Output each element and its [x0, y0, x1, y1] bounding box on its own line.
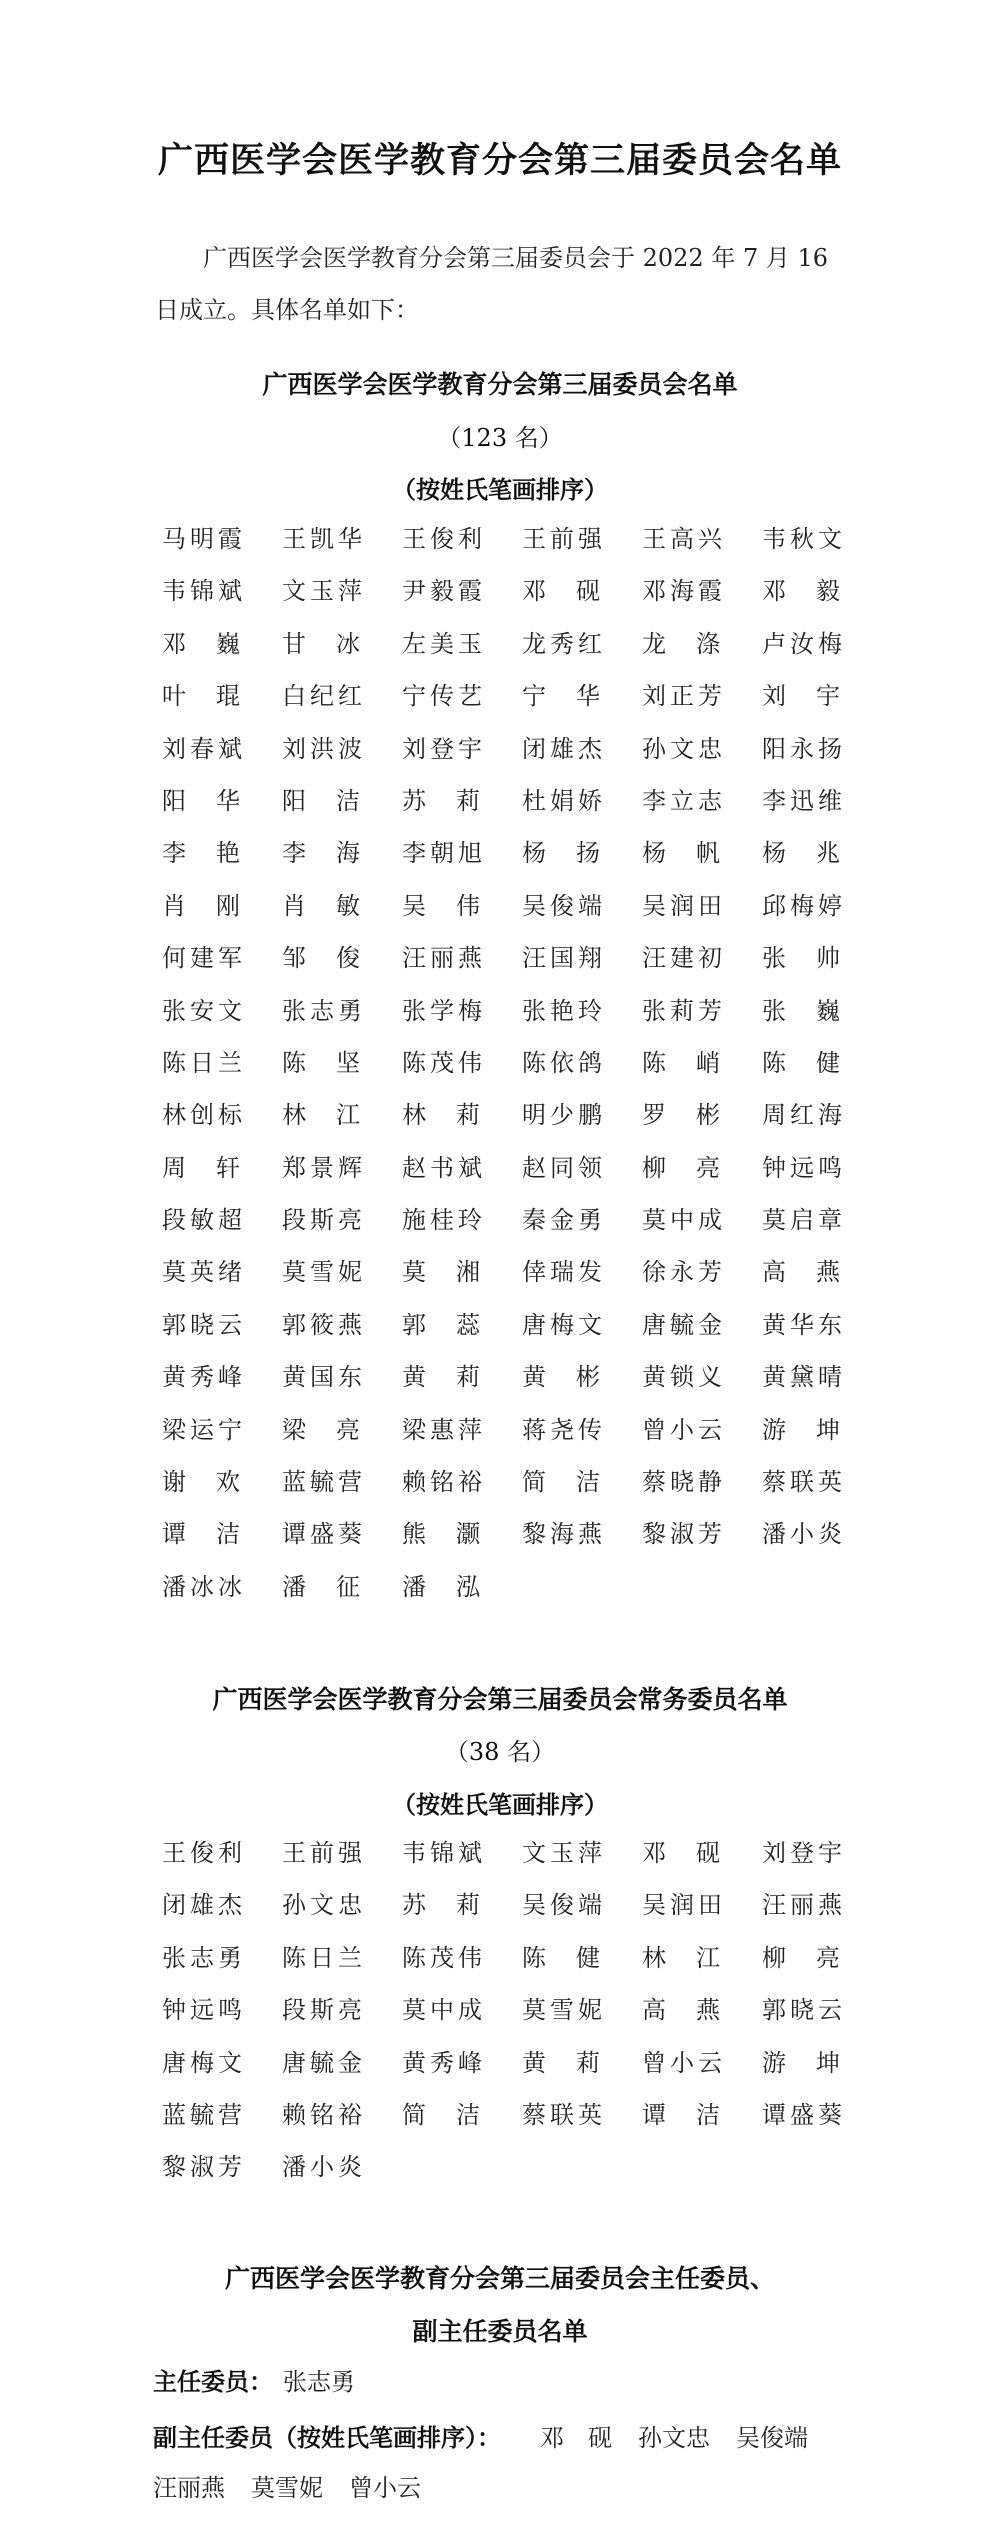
member-name: 蓝毓营	[282, 1468, 366, 1497]
member-name: 赵书斌	[402, 1153, 486, 1182]
member-name: 陈依鸽	[522, 1048, 606, 1077]
member-name: 段斯亮	[282, 1996, 366, 2025]
member-name: 赖铭裕	[282, 2100, 366, 2129]
vice-chair-names-line-2	[153, 2468, 447, 2503]
member-name: 左美玉	[402, 629, 486, 658]
member-name: 闭雄杰	[522, 734, 606, 763]
vice-chair-name: 莫雪妮	[251, 2474, 323, 2502]
member-name: 陈 健	[762, 1048, 840, 1077]
member-name: 黄黛晴	[762, 1363, 846, 1392]
member-name: 赖铭裕	[402, 1468, 486, 1497]
vice-chair-name: 汪丽燕	[153, 2474, 225, 2502]
standing-committee-order-note: （按姓氏笔画排序）	[392, 1791, 608, 1819]
member-name: 林 江	[282, 1101, 360, 1130]
member-name: 莫雪妮	[522, 1996, 606, 2025]
member-name: 马明霞	[162, 525, 246, 553]
member-name: 赵同领	[522, 1153, 606, 1182]
member-name: 刘登宇	[762, 1839, 846, 1867]
committee-order-note: （按姓氏笔画排序）	[392, 476, 608, 504]
member-name: 王前强	[522, 525, 606, 553]
vice-chair-label: 副主任委员（按姓氏笔画排序）：	[153, 2424, 501, 2452]
member-name: 王俊利	[402, 525, 486, 553]
member-name: 阳永扬	[762, 734, 846, 763]
vice-chair-name: 曾小云	[349, 2474, 421, 2502]
member-name: 宁传艺	[402, 682, 486, 711]
standing-committee-title: 广西医学会医学教育分会第三届委员会常务委员名单	[212, 1685, 788, 1714]
member-name: 蔡联英	[522, 2100, 606, 2129]
member-name: 邓 砚	[642, 1839, 720, 1867]
member-name: 莫雪妮	[282, 1258, 366, 1287]
leaders-title-line-1: 广西医学会医学教育分会第三届委员会主任委员、	[224, 2264, 775, 2293]
member-name: 李迅维	[762, 786, 846, 815]
member-name: 杨 帆	[642, 839, 720, 868]
member-name: 叶 琨	[162, 682, 240, 711]
committee-count: （123 名）	[437, 424, 563, 452]
member-name: 潘冰冰	[162, 1572, 246, 1601]
member-name: 张志勇	[162, 1943, 246, 1972]
member-name: 梁 亮	[282, 1415, 360, 1444]
member-name: 刘春斌	[162, 734, 246, 763]
member-name: 张 巍	[762, 996, 840, 1025]
member-name: 孙文忠	[282, 1891, 366, 1920]
member-name: 梁惠萍	[402, 1415, 486, 1444]
member-name: 唐毓金	[282, 2048, 366, 2077]
member-name: 苏 莉	[402, 786, 480, 815]
member-name: 谢 欢	[162, 1468, 240, 1497]
member-name: 吴润田	[642, 891, 726, 920]
member-name: 陈茂伟	[402, 1048, 486, 1077]
standing-member-list	[140, 1827, 860, 2194]
member-name: 唐毓金	[642, 1310, 726, 1339]
member-name: 王前强	[282, 1839, 366, 1867]
vice-chair-names-line-1	[540, 2418, 834, 2453]
member-name: 肖 刚	[162, 891, 240, 920]
member-name: 邓海霞	[642, 577, 726, 606]
member-name: 蒋尧传	[522, 1415, 606, 1444]
chair-name: 张志勇	[283, 2368, 355, 2396]
member-name: 黄 莉	[522, 2048, 600, 2077]
intro-paragraph	[155, 232, 845, 336]
member-name: 陈日兰	[282, 1943, 366, 1972]
member-name: 孙文忠	[642, 734, 726, 763]
member-name: 陈 坚	[282, 1048, 360, 1077]
member-name: 明少鹏	[522, 1101, 606, 1130]
member-name: 邓 毅	[762, 577, 840, 606]
member-name: 宁 华	[522, 682, 600, 711]
member-name: 卢汝梅	[762, 629, 846, 658]
member-name: 黄锁义	[642, 1363, 726, 1392]
member-name: 简 洁	[522, 1468, 600, 1497]
member-name: 闭雄杰	[162, 1891, 246, 1920]
leaders-title-line-2: 副主任委员名单	[412, 2317, 588, 2346]
member-name: 钟远鸣	[162, 1996, 246, 2025]
member-name: 李 艳	[162, 839, 240, 868]
member-name: 邓 巍	[162, 629, 240, 658]
member-name: 钟远鸣	[762, 1153, 846, 1182]
intro-line-2: 日成立。具体名单如下：	[155, 296, 419, 324]
member-name: 郑景辉	[282, 1153, 366, 1182]
member-name: 文玉萍	[282, 577, 366, 606]
member-name: 潘 泓	[402, 1572, 480, 1601]
member-name: 莫 湘	[402, 1258, 480, 1287]
member-name: 王高兴	[642, 525, 726, 553]
member-name: 徐永芳	[642, 1258, 726, 1287]
member-name: 苏 莉	[402, 1891, 480, 1920]
member-name: 游 坤	[762, 1415, 840, 1444]
member-name: 潘小炎	[282, 2153, 366, 2182]
member-name: 黄秀峰	[162, 1363, 246, 1392]
member-name: 高 燕	[642, 1996, 720, 2025]
vice-chair-name: 邓 砚	[540, 2424, 612, 2452]
member-name: 唐梅文	[522, 1310, 606, 1339]
member-name: 林 莉	[402, 1101, 480, 1130]
member-name: 周 轩	[162, 1153, 240, 1182]
member-name: 韦锦斌	[402, 1839, 486, 1867]
member-name: 杨 扬	[522, 839, 600, 868]
member-name: 蔡联英	[762, 1468, 846, 1497]
member-name: 杜娟娇	[522, 786, 606, 815]
member-name: 施桂玲	[402, 1206, 486, 1235]
member-name: 王凯华	[282, 525, 366, 553]
member-name: 蓝毓营	[162, 2100, 246, 2129]
member-name: 蔡晓静	[642, 1468, 726, 1497]
member-name: 李立志	[642, 786, 726, 815]
member-name: 周红海	[762, 1101, 846, 1130]
member-name: 邹 俊	[282, 944, 360, 973]
member-name: 李朝旭	[402, 839, 486, 868]
member-name: 陈日兰	[162, 1048, 246, 1077]
member-name: 刘正芳	[642, 682, 726, 711]
member-name: 汪国翔	[522, 944, 606, 973]
member-name: 郭 蕊	[402, 1310, 480, 1339]
member-name: 阳 洁	[282, 786, 360, 815]
member-name: 曾小云	[642, 2048, 726, 2077]
member-name: 莫中成	[402, 1996, 486, 2025]
member-name: 肖 敏	[282, 891, 360, 920]
member-name: 郭晓云	[162, 1310, 246, 1339]
member-name: 吴 伟	[402, 891, 480, 920]
member-name: 甘 冰	[282, 629, 360, 658]
member-name: 林创标	[162, 1101, 246, 1130]
member-name: 张莉芳	[642, 996, 726, 1025]
member-name: 游 坤	[762, 2048, 840, 2077]
member-name: 邓 砚	[522, 577, 600, 606]
member-name: 唐梅文	[162, 2048, 246, 2077]
member-name: 龙秀红	[522, 629, 606, 658]
member-name: 刘洪波	[282, 734, 366, 763]
member-name: 王俊利	[162, 1839, 246, 1867]
member-name: 曾小云	[642, 1415, 726, 1444]
member-name: 熊 灏	[402, 1520, 480, 1549]
member-name: 黎海燕	[522, 1520, 606, 1549]
vice-chair-name: 吴俊端	[736, 2424, 808, 2452]
member-name: 谭 洁	[162, 1520, 240, 1549]
member-name: 张志勇	[282, 996, 366, 1025]
document-title: 广西医学会医学教育分会第三届委员会名单	[157, 141, 842, 181]
member-name: 杨 兆	[762, 839, 840, 868]
member-name: 白纪红	[282, 682, 366, 711]
member-name: 郭晓云	[762, 1996, 846, 2025]
member-name: 潘 征	[282, 1572, 360, 1601]
member-name: 黎淑芳	[642, 1520, 726, 1549]
member-name: 莫启章	[762, 1206, 846, 1235]
member-name: 秦金勇	[522, 1206, 606, 1235]
member-name: 汪丽燕	[402, 944, 486, 973]
member-name: 黄华东	[762, 1310, 846, 1339]
member-name: 黄国东	[282, 1363, 366, 1392]
member-name: 陈茂伟	[402, 1943, 486, 1972]
committee-member-list	[140, 513, 860, 1613]
member-name: 刘登宇	[402, 734, 486, 763]
member-name: 段敏超	[162, 1206, 246, 1235]
member-name: 莫英绪	[162, 1258, 246, 1287]
member-name: 陈 峭	[642, 1048, 720, 1077]
member-name: 吴润田	[642, 1891, 726, 1920]
member-name: 尹毅霞	[402, 577, 486, 606]
member-name: 何建军	[162, 944, 246, 973]
standing-committee-count: （38 名）	[444, 1738, 556, 1766]
chair-label: 主任委员：	[153, 2368, 273, 2396]
committee-title: 广西医学会医学教育分会第三届委员会名单	[262, 370, 738, 399]
member-name: 张 帅	[762, 944, 840, 973]
member-name: 吴俊端	[522, 1891, 606, 1920]
member-name: 黎淑芳	[162, 2153, 246, 2182]
member-name: 韦秋文	[762, 525, 846, 553]
member-name: 黄 彬	[522, 1363, 600, 1392]
member-name: 莫中成	[642, 1206, 726, 1235]
member-name: 刘 宇	[762, 682, 840, 711]
member-name: 张学梅	[402, 996, 486, 1025]
member-name: 文玉萍	[522, 1839, 606, 1867]
member-name: 谭盛葵	[282, 1520, 366, 1549]
member-name: 张艳玲	[522, 996, 606, 1025]
member-name: 柳 亮	[762, 1943, 840, 1972]
member-name: 郭筱燕	[282, 1310, 366, 1339]
member-name: 柳 亮	[642, 1153, 720, 1182]
member-name: 段斯亮	[282, 1206, 366, 1235]
member-name: 张安文	[162, 996, 246, 1025]
member-name: 阳 华	[162, 786, 240, 815]
member-name: 龙 涤	[642, 629, 720, 658]
member-name: 汪丽燕	[762, 1891, 846, 1920]
member-name: 高 燕	[762, 1258, 840, 1287]
intro-line-1: 广西医学会医学教育分会第三届委员会于 2022 年 7 月 16	[203, 244, 829, 272]
member-name: 陈 健	[522, 1943, 600, 1972]
member-name: 简 洁	[402, 2100, 480, 2129]
member-name: 汪建初	[642, 944, 726, 973]
member-name: 吴俊端	[522, 891, 606, 920]
member-name: 李 海	[282, 839, 360, 868]
member-name: 罗 彬	[642, 1101, 720, 1130]
member-name: 林 江	[642, 1943, 720, 1972]
member-name: 梁运宁	[162, 1415, 246, 1444]
member-name: 黄 莉	[402, 1363, 480, 1392]
member-name: 谭 洁	[642, 2100, 720, 2129]
member-name: 黄秀峰	[402, 2048, 486, 2077]
member-name: 邱梅婷	[762, 891, 846, 920]
vice-chair-name: 孙文忠	[638, 2424, 710, 2452]
member-name: 倖瑞发	[522, 1258, 606, 1287]
member-name: 韦锦斌	[162, 577, 246, 606]
member-name: 谭盛葵	[762, 2100, 846, 2129]
member-name: 潘小炎	[762, 1520, 846, 1549]
